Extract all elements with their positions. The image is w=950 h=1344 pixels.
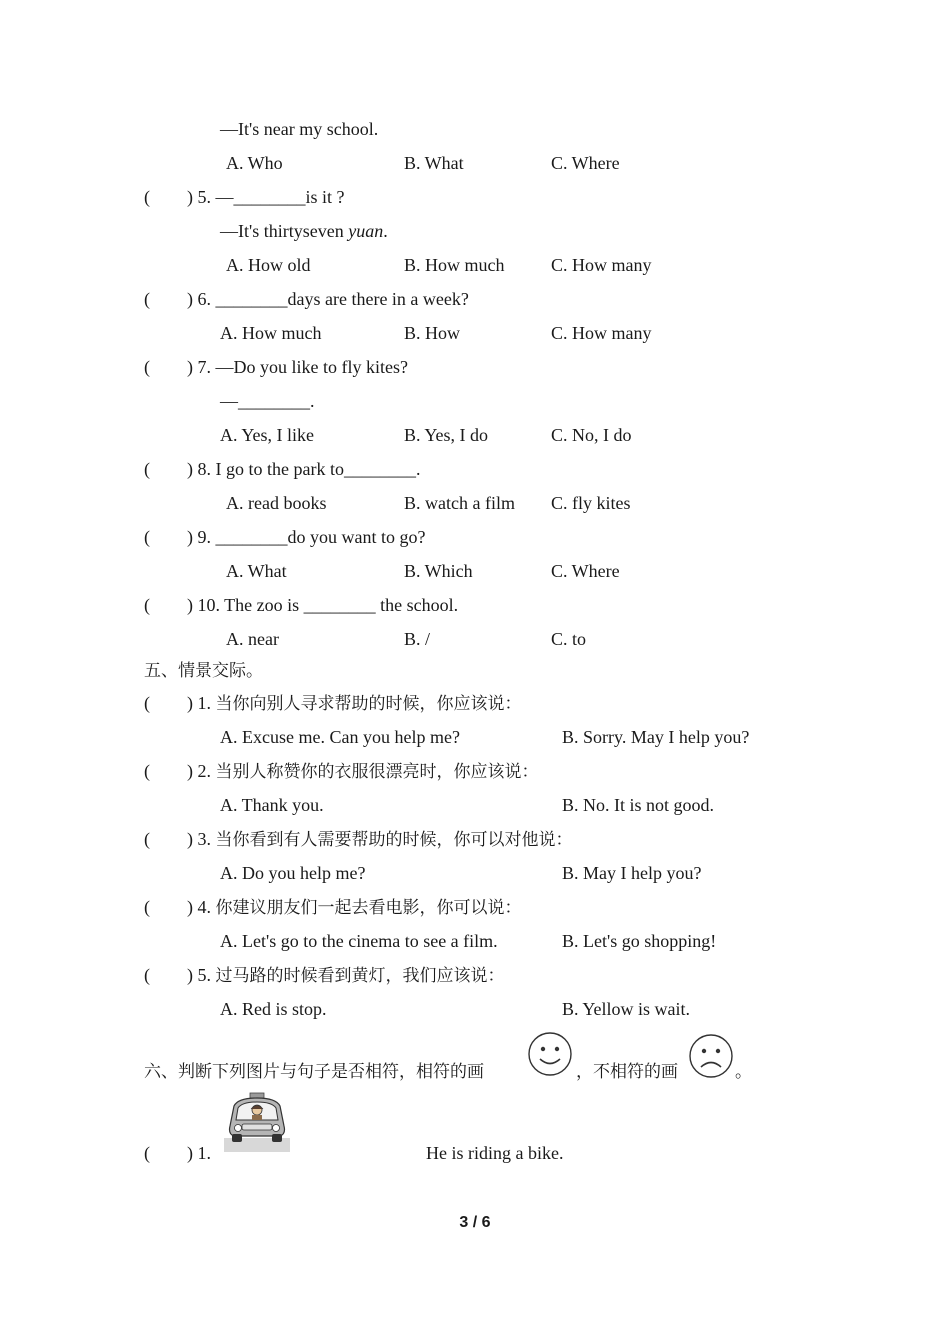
s5-q5-option-a: A. Red is stop. xyxy=(220,999,327,1019)
s5-q1-option-b: B. Sorry. May I help you? xyxy=(562,727,750,747)
answer-paren: ( xyxy=(144,965,150,985)
page-number: 3 / 6 xyxy=(459,1214,491,1231)
q9-option-c: C. Where xyxy=(551,561,620,581)
q7-answer: —________. xyxy=(220,391,315,411)
q4-option-c: C. Where xyxy=(551,153,620,173)
q8-option-c: C. fly kites xyxy=(551,493,631,513)
q5-question: ) 5. —________is it ? xyxy=(187,187,345,207)
s5-q2-option-b: B. No. It is not good. xyxy=(562,795,715,815)
answer-paren: ( xyxy=(144,527,150,547)
sad-face-icon xyxy=(688,1033,734,1079)
answer-paren: ( xyxy=(144,829,150,849)
answer-paren: ( xyxy=(144,289,150,309)
s5-q5-option-b: B. Yellow is wait. xyxy=(562,999,691,1019)
s5-q3-question: ) 3. 当你看到有人需要帮助的时候，你可以对他说： xyxy=(187,829,573,850)
q8-option-b: B. watch a film xyxy=(404,493,515,513)
q10-question: ) 10. The zoo is ________ the school. xyxy=(187,595,459,615)
section6-title-part2: ，不相符的画 xyxy=(576,1062,678,1082)
q4-answer: —It's near my school. xyxy=(220,119,379,139)
answer-paren: ( xyxy=(144,595,150,615)
q5-option-c: C. How many xyxy=(551,255,652,275)
s5-q1-option-a: A. Excuse me. Can you help me? xyxy=(220,727,460,747)
q7-option-c: C. No, I do xyxy=(551,425,632,445)
q8-option-a: A. read books xyxy=(226,493,327,513)
answer-paren: ( xyxy=(144,357,150,377)
section6-title-end: 。 xyxy=(735,1062,752,1082)
smiley-face-icon xyxy=(527,1031,573,1077)
s5-q2-question: ) 2. 当别人称赞你的衣服很漂亮时，你应该说： xyxy=(187,761,539,782)
q7-option-b: B. Yes, I do xyxy=(404,425,489,445)
s5-q1-question: ) 1. 当你向别人寻求帮助的时候，你应该说： xyxy=(187,693,522,714)
q5-option-a: A. How old xyxy=(226,255,311,275)
car-driver-illustration xyxy=(224,1090,290,1152)
q9-question: ) 9. ________do you want to go? xyxy=(187,527,426,547)
q4-option-a: A. Who xyxy=(226,153,283,173)
s6-q1-number: ) 1. xyxy=(187,1143,211,1163)
q7-option-a: A. Yes, I like xyxy=(220,425,315,445)
q6-option-a: A. How much xyxy=(220,323,322,343)
section5-title: 五、情景交际。 xyxy=(144,661,263,681)
s6-q1-sentence: He is riding a bike. xyxy=(426,1143,564,1163)
s5-q2-option-a: A. Thank you. xyxy=(220,795,324,815)
s5-q4-option-b: B. Let's go shopping! xyxy=(562,931,717,951)
section6-title-part1: 六、判断下列图片与句子是否相符，相符的画 xyxy=(144,1062,484,1082)
answer-paren: ( xyxy=(144,693,150,713)
s5-q3-option-a: A. Do you help me? xyxy=(220,863,366,883)
q6-option-c: C. How many xyxy=(551,323,652,343)
q9-option-b: B. Which xyxy=(404,561,473,581)
q4-option-b: B. What xyxy=(404,153,464,173)
q10-option-c: C. to xyxy=(551,629,587,649)
q5-answer: —It's thirtyseven yuan. xyxy=(220,221,388,241)
q5-option-b: B. How much xyxy=(404,255,505,275)
s5-q4-question: ) 4. 你建议朋友们一起去看电影，你可以说： xyxy=(187,897,522,918)
q7-question: ) 7. —Do you like to fly kites? xyxy=(187,357,408,377)
q10-option-a: A. near xyxy=(226,629,279,649)
s5-q3-option-b: B. May I help you? xyxy=(562,863,702,883)
s5-q4-option-a: A. Let's go to the cinema to see a film. xyxy=(220,931,498,951)
q8-question: ) 8. I go to the park to________. xyxy=(187,459,421,479)
answer-paren: ( xyxy=(144,459,150,479)
s5-q5-question: ) 5. 过马路的时候看到黄灯，我们应该说： xyxy=(187,965,505,986)
q10-option-b: B. / xyxy=(404,629,431,649)
answer-paren: ( xyxy=(144,1143,150,1163)
q6-question: ) 6. ________days are there in a week? xyxy=(187,289,469,309)
answer-paren: ( xyxy=(144,187,150,207)
q9-option-a: A. What xyxy=(226,561,287,581)
q6-option-b: B. How xyxy=(404,323,461,343)
answer-paren: ( xyxy=(144,897,150,917)
answer-paren: ( xyxy=(144,761,150,781)
